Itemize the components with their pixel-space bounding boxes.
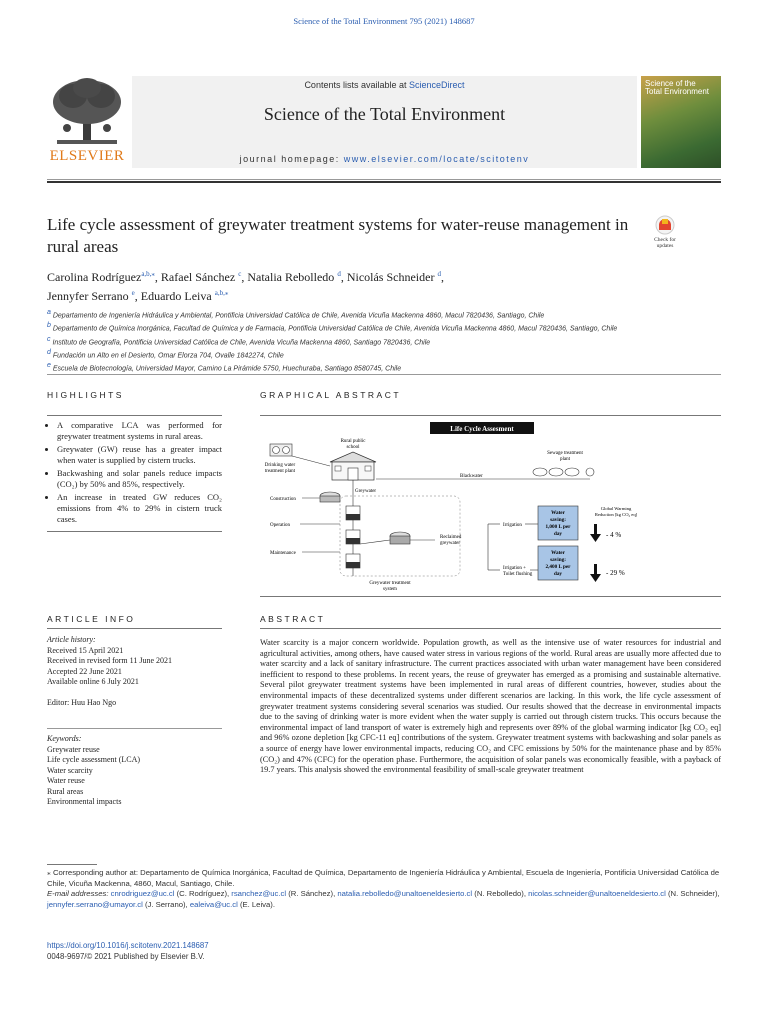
blackwater-label: Blackwater (460, 474, 483, 479)
highlights-box (47, 415, 222, 532)
sciencedirect-link[interactable]: ScienceDirect (409, 80, 465, 90)
article-info (47, 628, 222, 808)
saving2-line1: Water (551, 550, 565, 556)
author-name: Nicolás Schneider (346, 270, 435, 284)
author-separator: , (440, 270, 444, 284)
publisher-name: ELSEVIER (49, 148, 125, 164)
school-label-2: school (346, 445, 360, 450)
affiliation-mark: d (47, 348, 51, 356)
keyword: Greywater reuse (47, 744, 100, 754)
tree-icon (47, 76, 127, 148)
contents-prefix: Contents lists available at (304, 80, 407, 90)
email-link[interactable]: rsanchez@uc.cl (231, 889, 287, 898)
reclaimed-label-1: Reclaimed (440, 535, 462, 540)
gwr-label-1: Global Warming (600, 506, 632, 511)
affiliation-text: Departamento de Ingeniería Hidráulica y Ambiental, Pontificia Universidad Católica de Chile, Avenida Vicuña Mackenna 4860, Macul 7820436, Santiago, Chile (52, 312, 545, 320)
author-name: Rafael Sánchez (160, 270, 236, 284)
elsevier-logo[interactable] (47, 76, 127, 168)
highlight-item: • Backwashing and solar panels reduce impacts (CO₂) by 50% and 85%, respectively. (57, 468, 222, 490)
sewage-label-1: Sewage treatment (547, 451, 583, 456)
cover-title (645, 80, 709, 96)
school-label-1: Rural public (340, 439, 366, 444)
drinking-plant-icon (270, 444, 292, 456)
affiliation-mark: b (47, 322, 51, 330)
author[interactable] (161, 270, 247, 284)
reduction-2: - 29 % (606, 569, 625, 577)
doi-link[interactable]: https://doi.org/10.1016/j.scitotenv.2021.148687 (47, 941, 209, 950)
email-owner: (R. Sánchez), (286, 889, 338, 898)
gwr-label-2: Reduction [kg CO₂ eq] (594, 512, 638, 517)
header-divider-thick (47, 181, 721, 183)
journal-banner (132, 76, 637, 168)
abstract-heading: ABSTRACT (260, 614, 326, 624)
author-name: Natalia Rebolledo (247, 270, 335, 284)
author[interactable] (347, 270, 444, 284)
email-link[interactable]: nicolas.schneider@unaltoeneldesierto.cl (528, 889, 666, 898)
graphical-abstract-diagram (260, 416, 721, 596)
saving2-line4: day (553, 571, 563, 577)
check-updates-icon (645, 214, 685, 254)
article-title: Life cycle assessment of greywater treatment systems for water-reuse management in rural areas (47, 215, 629, 256)
affiliation-mark: e (47, 362, 51, 370)
footnote-rule (47, 864, 97, 865)
affiliation-mark: c (47, 335, 51, 343)
saving1-line3: 1,000 L per (545, 524, 571, 530)
keyword: Water scarcity (47, 765, 93, 775)
affiliation-item (47, 308, 727, 321)
author[interactable] (247, 270, 346, 284)
copyright: 0048-9697/© 2021 Published by Elsevier B.V. (47, 952, 205, 961)
author-list (47, 266, 727, 304)
history-label: Article history: (47, 635, 96, 644)
email-owner: (N. Schneider), (665, 889, 720, 898)
saving1-line2: saving: (550, 517, 566, 523)
keywords-block (47, 728, 222, 808)
doi-block (47, 940, 209, 962)
reclaimed-label-2: greywater (440, 541, 460, 546)
affiliation-text: Escuela de Biotecnología, Universidad Mayor, Camino La Pirámide 5750, Huechuraba, Santiago 8580745, Chile (52, 365, 402, 373)
keyword: Environmental impacts (47, 797, 122, 806)
saving2-line3: 2,400 L per (545, 564, 571, 570)
journal-header (47, 76, 721, 172)
affiliation-divider (47, 374, 721, 375)
treatment-tanks-icon (320, 492, 410, 568)
author[interactable] (47, 270, 161, 284)
email-addresses (47, 889, 721, 910)
sewage-label-2: plant (560, 457, 570, 462)
supply-line (292, 456, 330, 466)
homepage-link[interactable]: www.elsevier.com/locate/scitotenv (343, 154, 530, 164)
down-arrow-icon (590, 564, 601, 582)
history-item: Received in revised form 11 June 2021 (47, 656, 173, 665)
journal-reference[interactable]: Science of the Total Environment 795 (2021) 148687 (293, 16, 475, 26)
operation-label: Operation (270, 523, 290, 528)
affiliation-item (47, 321, 727, 334)
affiliation-text: Instituto de Geografía, Pontificia Universidad Católica de Chile, Avenida Vicuña Mackenna 4860, Santiago 7820436, Chile (52, 338, 431, 346)
author-affil-mark[interactable]: c (238, 270, 242, 278)
highlights-heading: HIGHLIGHTS (47, 390, 124, 400)
cover-title-line1: Science of the (645, 79, 696, 88)
gw-system-label-2: system (383, 587, 397, 592)
affiliation-item (47, 348, 727, 361)
keyword: Life cycle assessment (LCA) (47, 755, 141, 764)
author-affil-mark[interactable]: a,b,⁎ (141, 270, 155, 278)
drinking-label-1: Drinking water (264, 463, 296, 468)
email-link[interactable]: jennyfer.serrano@umayor.cl (47, 899, 143, 909)
author[interactable] (141, 289, 229, 303)
author-name: Jennyfer Serrano (47, 289, 129, 303)
affiliation-text: Departamento de Química Inorgánica, Facultad de Química y de Farmacia, Pontificia Universidad Católica de Chile, Avenida Vicuña Mackenna 4860, Macul 7820436, Santiago, Chile (52, 325, 618, 333)
contents-line (132, 80, 637, 90)
author-name: Eduardo Leiva (140, 289, 212, 303)
email-link[interactable]: cnrodriguez@uc.cl (110, 889, 175, 898)
email-owner: (E. Leiva). (237, 899, 275, 909)
lca-banner-text: Life Cycle Assesment (450, 425, 514, 433)
graphical-abstract-heading: GRAPHICAL ABSTRACT (260, 390, 402, 400)
author-name: Carolina Rodríguez (47, 270, 142, 284)
abstract-body: Water scarcity is a major concern worldwide. Population growth, as well as the intensive use of water resources for industrial and agricultural activities, among others, have caused water stress in various regions of the world. Rural areas are usually more affected due to water scarcity and a lack of sanitary infrastructure. The current practices associated with urban water management have been considered inefficient to respond to these problems. In recent years, the reuse of greywater has emerged as a promising and sustainable alternative. Several pilot greywater treatment systems have been implemented in rural areas of different countries, however, studies about the environmental impacts of these decentralized systems under different scenarios are lacking. In this work, the life cycle assessment of greywater treatment systems considering several scenarios was studied. Our results showed that the decrease in environmental impacts due to the saving of drinking water is more evident when the water supply is carried out through cistern trucks. This occurs because the environmental impact of land transport of water is extremely high and represents over 89% of the global warming indicator [kg CO₂ eq] and 96% ozone depletion [kg CFC-11 eq] contributions of the system. Greywater treatment systems with backwashing and solar panels as a source of energy have lower environmental impacts, reducing CO₂ and CFC emissions by 50% for the maintenance phase and by 85% (CO₂) and 47% (CFC) for the operation phase. Furthermore, the acquisition of solar panels was economically feasible, with a payback of 19.7 years. This analysis showed the environmental feasibility of small-scale greywater treatment (260, 628, 721, 776)
saving1-line4: day (553, 531, 563, 537)
affiliation-item (47, 361, 727, 374)
author-affil-mark[interactable]: d (437, 270, 441, 278)
footnote (47, 868, 721, 910)
history-item: Accepted 22 June 2021 (47, 666, 122, 676)
irrigation-label: Irrigation (503, 523, 522, 528)
email-owner: (J. Serrano), (142, 899, 190, 909)
school-icon (330, 452, 376, 480)
email-owner: (N. Rebolledo), (472, 889, 529, 898)
sewage-plant-icon (533, 468, 594, 476)
graphical-abstract[interactable] (260, 415, 721, 597)
email-label: E-mail addresses: (47, 889, 109, 898)
reduction-1: - 4 % (606, 531, 622, 539)
affiliation-item (47, 335, 727, 348)
email-link[interactable]: natalia.rebolledo@unaltoeneldesierto.cl (337, 889, 473, 898)
header-divider-thin (47, 179, 721, 180)
author[interactable] (47, 289, 141, 303)
history-item: Received 15 April 2021 (47, 645, 124, 655)
history-item: Available online 6 July 2021 (47, 677, 139, 686)
construction-label: Construction (270, 497, 296, 502)
author-separator: , (154, 270, 161, 284)
gw-system-label-1: Greywater treatment (369, 581, 411, 586)
maintenance-label: Maintenance (270, 551, 296, 556)
highlight-item: • Greywater (GW) reuse has a greater impact when water is supplied by cistern trucks. (57, 444, 222, 466)
journal-cover[interactable] (641, 76, 721, 168)
badge-line1: Check for (654, 237, 676, 243)
check-for-updates-badge[interactable] (645, 214, 685, 254)
author-separator: , (134, 289, 141, 303)
email-owner: (C. Rodríguez), (174, 889, 232, 898)
highlight-item: • An increase in treated GW reduces CO₂ emissions from 4% to 29% in cistern truck cases. (57, 492, 222, 525)
keywords-label: Keywords: (47, 734, 82, 743)
drinking-label-2: treatment plant (264, 469, 296, 474)
homepage-prefix: journal homepage: (239, 154, 340, 164)
irrigation-toilet-label-1: Irrigation + (503, 566, 526, 571)
irrigation-toilet-label-2: Toilet flushing (503, 572, 533, 577)
badge-line2: updates (656, 243, 674, 249)
greywater-label: Greywater (355, 489, 377, 494)
article-info-heading: ARTICLE INFO (47, 614, 136, 624)
keyword: Water reuse (47, 776, 85, 785)
keyword: Rural areas (47, 786, 84, 796)
author-separator: , (241, 270, 248, 284)
editor: Editor: Huu Hao Ngo (47, 697, 117, 707)
corresponding-author: ⁎ Corresponding author at: Departamento de Química Inorgánica, Facultad de Química, Departamento de Ingeniería Hidráulica y Ambiental, Escuela de Ingeniería, Pontificia Universidad Católica de Chile, Vicuña Mackenna, 4860, Macul, Santiago, Chile. (47, 868, 720, 888)
saving2-line2: saving: (550, 557, 566, 563)
affiliation-mark: a (47, 309, 51, 316)
down-arrow-icon (590, 524, 601, 542)
affiliation-list (47, 308, 727, 375)
author-affil-mark[interactable]: e (131, 289, 135, 297)
journal-title[interactable]: Science of the Total Environment (263, 104, 506, 124)
author-affil-mark[interactable]: d (337, 270, 341, 278)
highlight-item: • A comparative LCA was performed for greywater treatment systems in rural areas. (57, 420, 222, 442)
cover-title-line2: Total Environment (645, 87, 710, 96)
author-separator: , (340, 270, 347, 284)
affiliation-text: Fundación un Alto en el Desierto, Omar Elorza 704, Ovalle 1842274, Chile (52, 352, 284, 360)
saving1-line1: Water (551, 510, 565, 516)
email-link[interactable]: ealeiva@uc.cl (189, 899, 238, 909)
author-affil-mark[interactable]: a,b,⁎ (214, 289, 229, 297)
journal-homepage (132, 154, 637, 164)
